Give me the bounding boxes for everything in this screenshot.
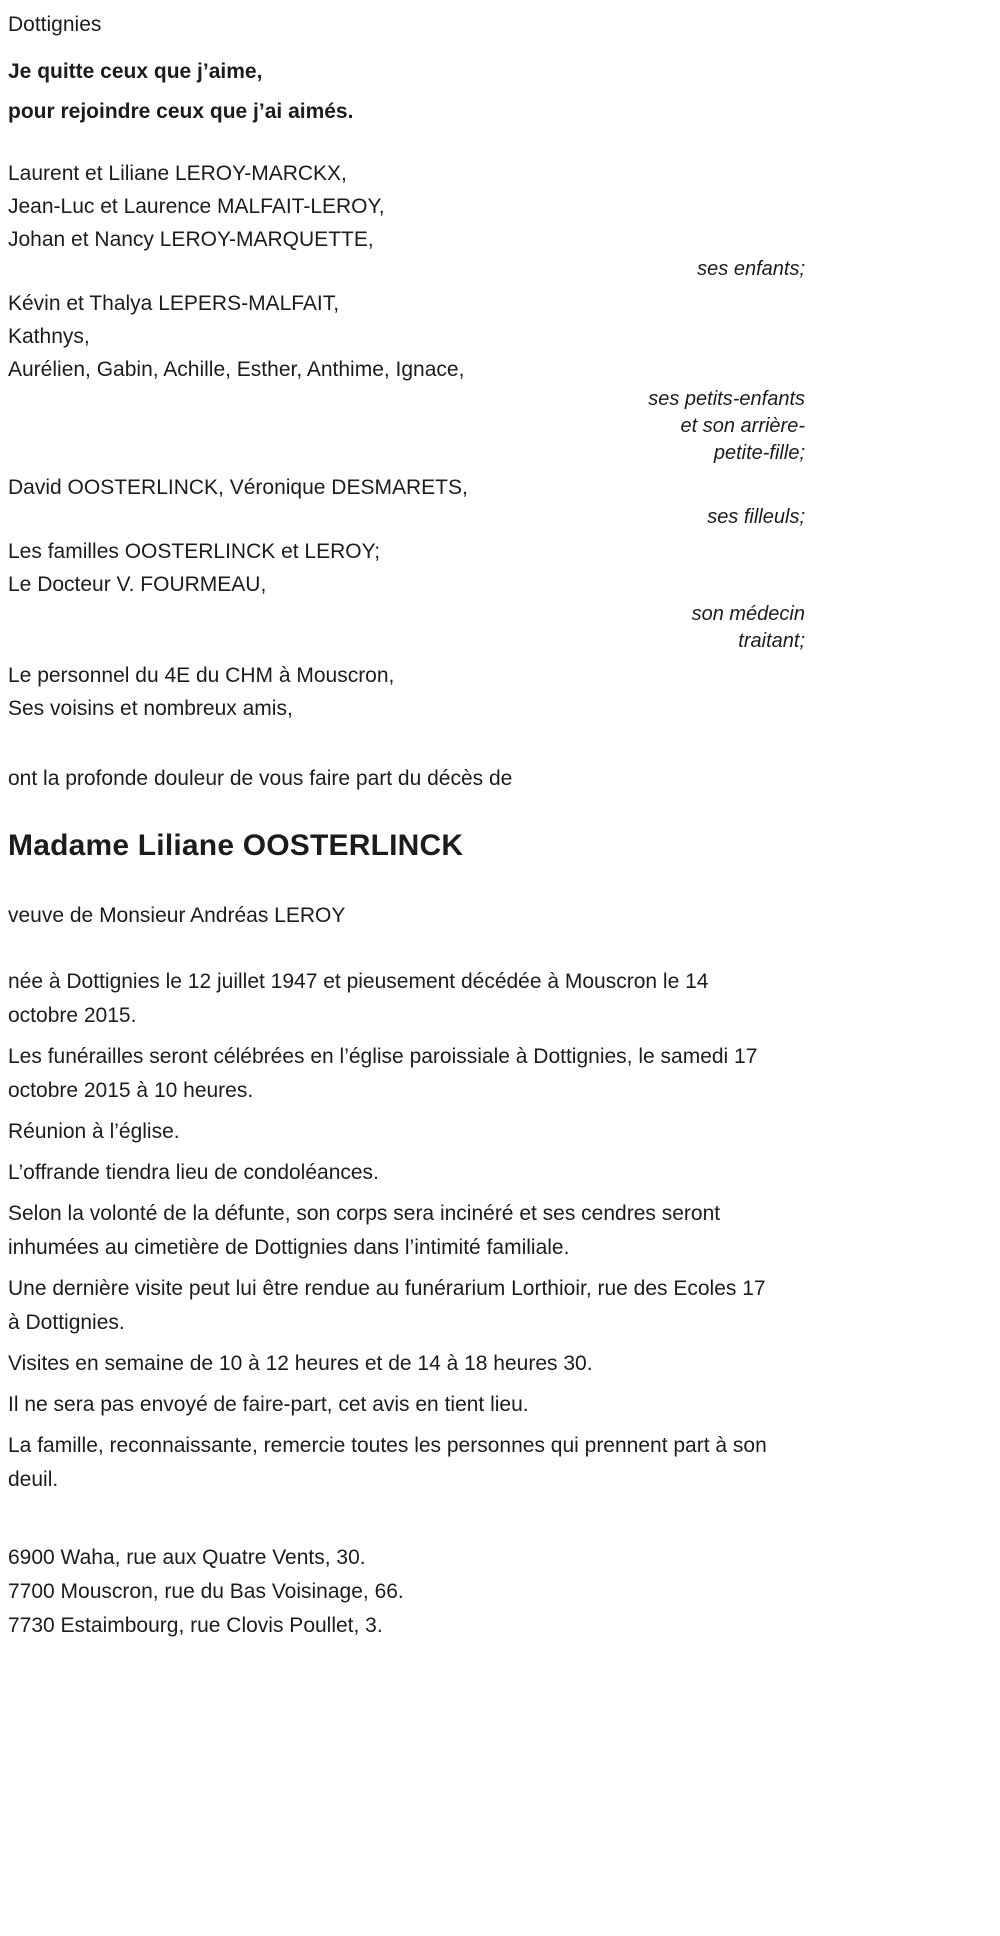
mourner-name: Kathnys, — [8, 325, 90, 348]
mourner-name: Le Docteur V. FOURMEAU, — [8, 573, 267, 596]
paragraph-meeting: Réunion à l’église. — [8, 1120, 180, 1143]
mourner-group-godchildren — [8, 471, 805, 531]
mourner-group-families-doctor — [8, 535, 805, 655]
address-line: 7700 Mouscron, rue du Bas Voisinage, 66. — [8, 1580, 404, 1603]
mourner-name: Johan et Nancy LEROY-MARQUETTE, — [8, 228, 374, 251]
paragraph-no-card: Il ne sera pas envoyé de faire-part, cet avis en tient lieu. — [8, 1393, 529, 1416]
notice-paragraphs — [8, 965, 805, 1497]
relation-label: ses enfants; — [697, 258, 805, 280]
mourner-name: Kévin et Thalya LEPERS-MALFAIT, — [8, 292, 340, 315]
document-content — [8, 10, 805, 1643]
addresses-section — [8, 1541, 805, 1643]
mourner-name: Ses voisins et nombreux amis, — [8, 697, 293, 720]
paragraph-offering: L’offrande tiendra lieu de condoléances. — [8, 1161, 379, 1184]
address-line: 6900 Waha, rue aux Quatre Vents, 30. — [8, 1546, 366, 1569]
mourner-group-staff-neighbours — [8, 659, 805, 725]
mourner-name: Jean-Luc et Laurence MALFAIT-LEROY, — [8, 195, 385, 218]
mourner-name: Le personnel du 4E du CHM à Mouscron, — [8, 664, 395, 687]
announcement-line: ont la profonde douleur de vous faire part du décès de — [8, 767, 513, 790]
address-line: 7730 Estaimbourg, rue Clovis Poullet, 3. — [8, 1614, 383, 1637]
mourner-name: Aurélien, Gabin, Achille, Esther, Anthime, Ignace, — [8, 358, 465, 381]
paragraph-birth-death: née à Dottignies le 12 juillet 1947 et pieusement décédée à Mouscron le 14 octobre 2015. — [8, 970, 709, 1027]
epigraph-line-2: pour rejoindre ceux que j’ai aimés. — [8, 100, 354, 123]
mourner-name: David OOSTERLINCK, Véronique DESMARETS, — [8, 476, 468, 499]
city-line: Dottignies — [8, 13, 102, 36]
mourner-name: Laurent et Liliane LEROY-MARCKX, — [8, 162, 347, 185]
paragraph-cremation: Selon la volonté de la défunte, son corps sera incinéré et ses cendres seront inhumées au cimetière de Dottignies dans l’intimité familiale. — [8, 1202, 721, 1259]
mourner-name: Les familles OOSTERLINCK et LEROY; — [8, 540, 381, 563]
mourner-group-children — [8, 157, 805, 283]
paragraph-funeral: Les funérailles seront célébrées en l’église paroissiale à Dottignies, le samedi 17 octobre 2015 à 10 heures. — [8, 1045, 758, 1102]
paragraph-thanks: La famille, reconnaissante, remercie toutes les personnes qui prennent part à son deuil. — [8, 1434, 767, 1491]
widow-line: veuve de Monsieur Andréas LEROY — [8, 904, 346, 927]
epigraph — [8, 52, 805, 132]
relation-label: petite-fille; — [713, 442, 805, 464]
relation-label: traitant; — [738, 630, 805, 652]
relation-label: et son arrière- — [680, 415, 805, 437]
epigraph-line-1: Je quitte ceux que j’aime, — [8, 60, 263, 83]
relation-label: ses filleuls; — [707, 506, 805, 528]
paragraph-last-visit: Une dernière visite peut lui être rendue au funérarium Lorthioir, rue des Ecoles 17 à Dottignies. — [8, 1277, 766, 1334]
relation-label: son médecin — [691, 603, 805, 625]
deceased-name-heading: Madame Liliane OOSTERLINCK — [8, 829, 464, 862]
mourners-section — [8, 157, 805, 725]
paragraph-visit-hours: Visites en semaine de 10 à 12 heures et de 14 à 18 heures 30. — [8, 1352, 593, 1375]
mourner-group-grandchildren — [8, 287, 805, 467]
relation-label: ses petits-enfants — [648, 388, 805, 410]
